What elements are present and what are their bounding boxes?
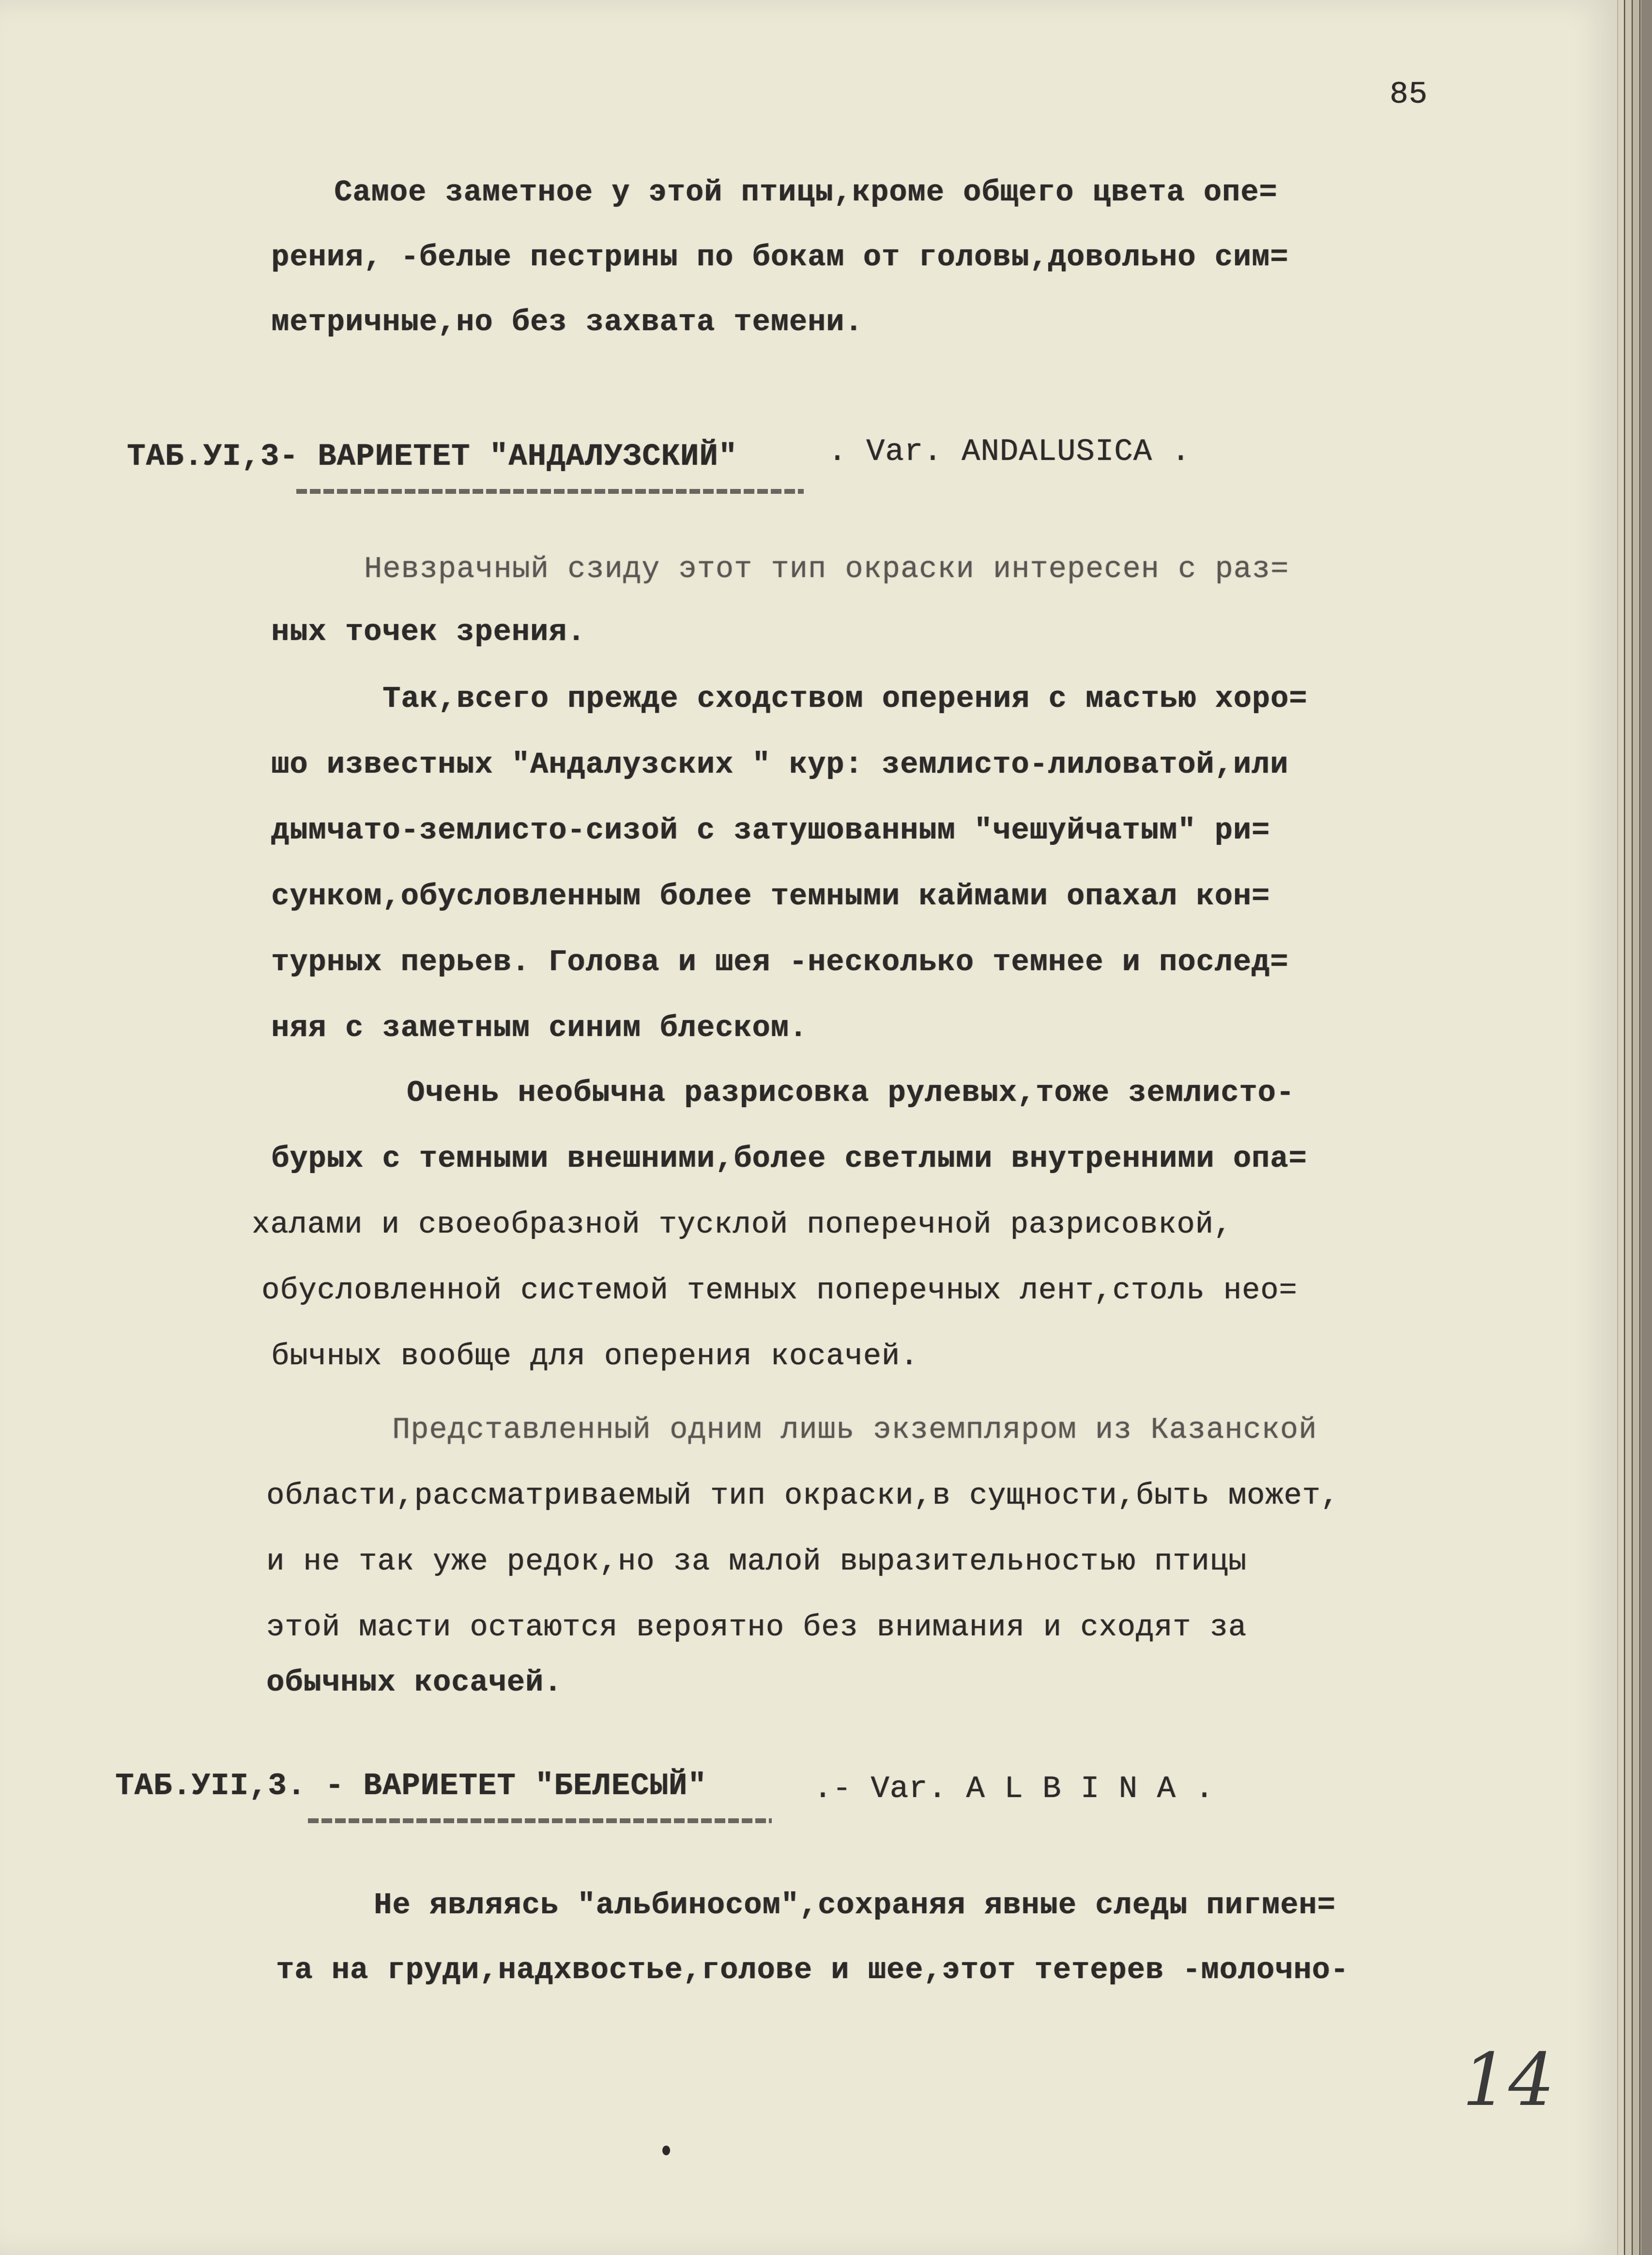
text-line: бурых с темными внешними,более светлыми внутренними опа= xyxy=(271,1142,1307,1176)
text-line: этой масти остаются вероятно без внимания и сходят за xyxy=(266,1610,1247,1645)
text-line: дымчато-землисто-сизой с затушованным "чешуйчатым" ри= xyxy=(271,813,1270,848)
text-line: Представленный одним лишь экземпляром из Казанской xyxy=(392,1413,1317,1447)
text-line: обусловленной системой темных поперечных лент,столь нео= xyxy=(261,1273,1298,1308)
text-line: бычных вообще для оперения косачей. xyxy=(271,1339,919,1373)
latin-name-albina: .- Var. A L B I N A . xyxy=(813,1772,1214,1807)
page-edge xyxy=(1625,0,1632,2255)
text-line: турных перьев. Голова и шея -несколько темнее и послед= xyxy=(271,945,1289,979)
text-line: Невзрачный сзиду этот тип окраски интересен с раз= xyxy=(364,552,1289,586)
handwritten-folio-number: 14 xyxy=(1462,2038,1555,2122)
text-line: халами и своеобразной тусклой поперечной разрисовкой, xyxy=(252,1207,1232,1242)
text-line: Самое заметное у этой птицы,кроме общего цвета опе= xyxy=(334,175,1278,210)
page-edge xyxy=(1633,0,1639,2255)
heading-underline xyxy=(308,1818,772,1823)
latin-name-andalusica: . Var. ANDALUSICA . xyxy=(828,435,1191,470)
text-line: обычных косачей. xyxy=(266,1665,563,1700)
text-line: Так,всего прежде сходством оперения с мастью хоро= xyxy=(382,682,1308,716)
text-line: та на груди,надхвостье,голове и шее,этот тетерев -молочно- xyxy=(276,1953,1349,1987)
text-line: Очень необычна разрисовка рулевых,тоже землисто- xyxy=(407,1076,1295,1110)
section-heading-albina: ТАБ.УII,3. - ВАРИЕТЕТ "БЕЛЕСЫЙ" xyxy=(115,1769,707,1804)
text-line: Не являясь "альбиносом",сохраняя явные следы пигмен= xyxy=(374,1888,1336,1922)
ink-dot xyxy=(662,2146,670,2155)
text-line: сунком,обусловленным более темными каймами опахал кон= xyxy=(271,879,1270,914)
page-number: 85 xyxy=(1390,77,1428,112)
text-line: шо известных "Андалузских " кур: землисто-лиловатой,или xyxy=(271,747,1289,782)
text-line: ных точек зрения. xyxy=(271,615,586,649)
text-line: рения, -белые пестрины по бокам от головы,довольно сим= xyxy=(271,240,1289,274)
text-line: няя с заметным синим блеском. xyxy=(271,1011,808,1045)
binding-edge xyxy=(1640,0,1652,2255)
text-line: области,рассматриваемый тип окраски,в сущности,быть может, xyxy=(266,1478,1339,1513)
section-heading-andalusica: ТАБ.УI,3- ВАРИЕТЕТ "АНДАЛУЗСКИЙ" xyxy=(127,440,737,474)
page-edge xyxy=(1617,0,1624,2255)
text-line: метричные,но без захвата темени. xyxy=(271,305,863,339)
text-line: и не так уже редок,но за малой выразительностью птицы xyxy=(266,1544,1247,1579)
heading-underline xyxy=(296,489,804,494)
